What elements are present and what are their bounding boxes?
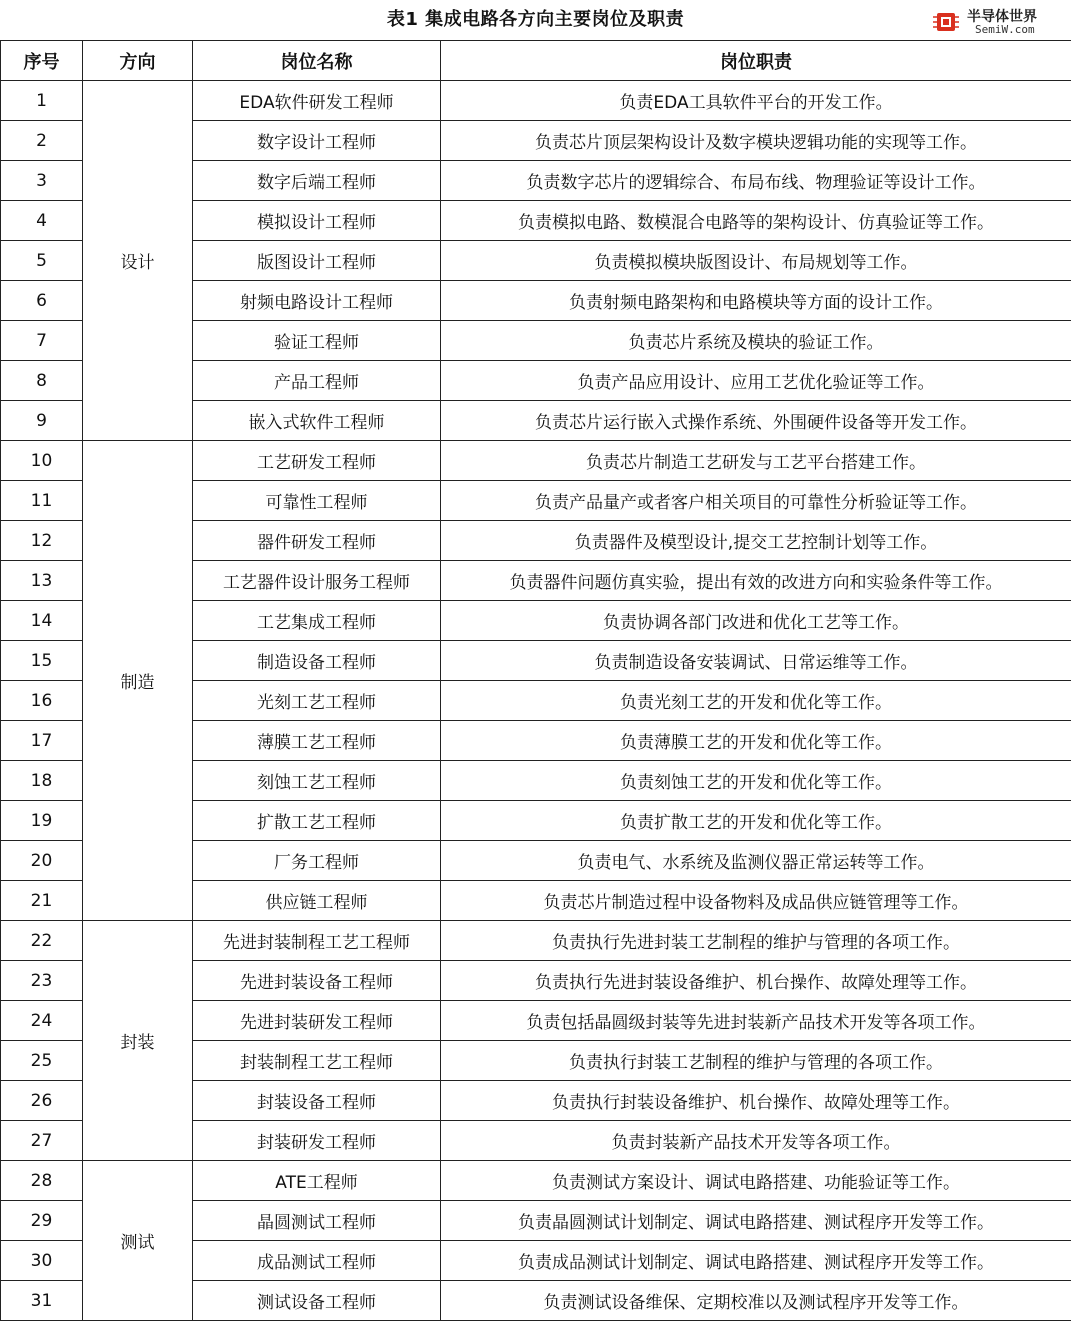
row-number-cell: 11 [1, 481, 83, 521]
job-duty-cell: 负责包括晶圆级封装等先进封装新产品技术开发等各项工作。 [441, 1001, 1071, 1041]
row-number-cell: 28 [1, 1161, 83, 1201]
row-number-cell: 25 [1, 1041, 83, 1081]
job-duty-cell: 负责执行封装设备维护、机台操作、故障处理等工作。 [441, 1081, 1071, 1121]
job-title-cell: 晶圆测试工程师 [193, 1201, 441, 1241]
job-title-cell: 光刻工艺工程师 [193, 681, 441, 721]
row-number-cell: 24 [1, 1001, 83, 1041]
job-title-cell: 薄膜工艺工程师 [193, 721, 441, 761]
row-number-cell: 31 [1, 1281, 83, 1321]
job-title-cell: 封装制程工艺工程师 [193, 1041, 441, 1081]
table-caption: 表1 集成电路各方向主要岗位及职责 [386, 9, 685, 30]
header-title: 岗位名称 [193, 41, 441, 81]
table-row [1, 441, 1071, 481]
job-title-cell: 先进封装制程工艺工程师 [193, 921, 441, 961]
job-title-cell: 制造设备工程师 [193, 641, 441, 681]
row-number-cell: 10 [1, 441, 83, 481]
job-duty-cell: 负责执行先进封装设备维护、机台操作、故障处理等工作。 [441, 961, 1071, 1001]
job-duty-cell: 负责数字芯片的逻辑综合、布局布线、物理验证等设计工作。 [441, 161, 1071, 201]
header-duty: 岗位职责 [441, 41, 1071, 81]
direction-cell: 测试 [83, 1161, 193, 1321]
row-number-cell: 1 [1, 81, 83, 121]
job-duty-cell: 负责器件问题仿真实验，提出有效的改进方向和实验条件等工作。 [441, 561, 1071, 601]
job-title-cell: 可靠性工程师 [193, 481, 441, 521]
job-title-cell: 工艺器件设计服务工程师 [193, 561, 441, 601]
semiw-watermark [933, 4, 1065, 38]
job-duty-cell: 负责扩散工艺的开发和优化等工作。 [441, 801, 1071, 841]
job-duty-cell: 负责测试设备维保、定期校准以及测试程序开发等工作。 [441, 1281, 1071, 1321]
job-duty-cell: 负责执行封装工艺制程的维护与管理的各项工作。 [441, 1041, 1071, 1081]
row-number-cell: 15 [1, 641, 83, 681]
job-duty-cell: 负责产品应用设计、应用工艺优化验证等工作。 [441, 361, 1071, 401]
job-duty-cell: 负责芯片顶层架构设计及数字模块逻辑功能的实现等工作。 [441, 121, 1071, 161]
job-duty-cell: 负责薄膜工艺的开发和优化等工作。 [441, 721, 1071, 761]
row-number-cell: 21 [1, 881, 83, 921]
table-row [1, 1161, 1071, 1201]
job-duty-cell: 负责产品量产或者客户相关项目的可靠性分析验证等工作。 [441, 481, 1071, 521]
table-header-row [1, 41, 1071, 81]
job-title-cell: 厂务工程师 [193, 841, 441, 881]
row-number-cell: 8 [1, 361, 83, 401]
job-duty-cell: 负责射频电路架构和电路模块等方面的设计工作。 [441, 281, 1071, 321]
header-no: 序号 [1, 41, 83, 81]
job-title-cell: 工艺研发工程师 [193, 441, 441, 481]
job-duty-cell: 负责器件及模型设计,提交工艺控制计划等工作。 [441, 521, 1071, 561]
job-title-cell: 封装设备工程师 [193, 1081, 441, 1121]
job-title-cell: 数字设计工程师 [193, 121, 441, 161]
row-number-cell: 3 [1, 161, 83, 201]
job-duty-cell: 负责模拟模块版图设计、布局规划等工作。 [441, 241, 1071, 281]
row-number-cell: 7 [1, 321, 83, 361]
row-number-cell: 30 [1, 1241, 83, 1281]
job-duty-cell: 负责芯片运行嵌入式操作系统、外围硬件设备等开发工作。 [441, 401, 1071, 441]
job-duty-cell: 负责芯片系统及模块的验证工作。 [441, 321, 1071, 361]
job-title-cell: 产品工程师 [193, 361, 441, 401]
job-duty-cell: 负责光刻工艺的开发和优化等工作。 [441, 681, 1071, 721]
job-title-cell: 数字后端工程师 [193, 161, 441, 201]
row-number-cell: 6 [1, 281, 83, 321]
row-number-cell: 27 [1, 1121, 83, 1161]
job-title-cell: 先进封装设备工程师 [193, 961, 441, 1001]
job-duty-cell: 负责模拟电路、数模混合电路等的架构设计、仿真验证等工作。 [441, 201, 1071, 241]
row-number-cell: 26 [1, 1081, 83, 1121]
row-number-cell: 18 [1, 761, 83, 801]
job-duty-cell: 负责制造设备安装调试、日常运维等工作。 [441, 641, 1071, 681]
job-title-cell: 扩散工艺工程师 [193, 801, 441, 841]
job-title-cell: 刻蚀工艺工程师 [193, 761, 441, 801]
job-duty-cell: 负责刻蚀工艺的开发和优化等工作。 [441, 761, 1071, 801]
job-duty-cell: 负责测试方案设计、调试电路搭建、功能验证等工作。 [441, 1161, 1071, 1201]
job-duty-cell: 负责晶圆测试计划制定、调试电路搭建、测试程序开发等工作。 [441, 1201, 1071, 1241]
row-number-cell: 20 [1, 841, 83, 881]
job-duty-cell: 负责执行先进封装工艺制程的维护与管理的各项工作。 [441, 921, 1071, 961]
job-title-cell: 嵌入式软件工程师 [193, 401, 441, 441]
job-duty-cell: 负责封装新产品技术开发等各项工作。 [441, 1121, 1071, 1161]
row-number-cell: 16 [1, 681, 83, 721]
row-number-cell: 4 [1, 201, 83, 241]
header-direction: 方向 [83, 41, 193, 81]
job-title-cell: 验证工程师 [193, 321, 441, 361]
job-duty-cell: 负责芯片制造工艺研发与工艺平台搭建工作。 [441, 441, 1071, 481]
job-title-cell: EDA软件研发工程师 [193, 81, 441, 121]
table-row [1, 921, 1071, 961]
table-row [1, 81, 1071, 121]
row-number-cell: 12 [1, 521, 83, 561]
job-title-cell: 工艺集成工程师 [193, 601, 441, 641]
row-number-cell: 23 [1, 961, 83, 1001]
job-duty-cell: 负责协调各部门改进和优化工艺等工作。 [441, 601, 1071, 641]
job-title-cell: 版图设计工程师 [193, 241, 441, 281]
job-title-cell: 模拟设计工程师 [193, 201, 441, 241]
row-number-cell: 22 [1, 921, 83, 961]
job-title-cell: 成品测试工程师 [193, 1241, 441, 1281]
job-title-cell: 器件研发工程师 [193, 521, 441, 561]
job-duty-cell: 负责EDA工具软件平台的开发工作。 [441, 81, 1071, 121]
job-title-cell: 封装研发工程师 [193, 1121, 441, 1161]
row-number-cell: 14 [1, 601, 83, 641]
row-number-cell: 19 [1, 801, 83, 841]
job-duty-cell: 负责电气、水系统及监测仪器正常运转等工作。 [441, 841, 1071, 881]
job-duty-cell: 负责芯片制造过程中设备物料及成品供应链管理等工作。 [441, 881, 1071, 921]
chip-logo-icon [933, 10, 959, 34]
job-title-cell: 供应链工程师 [193, 881, 441, 921]
watermark-en-text: SemiW.com [975, 23, 1035, 36]
direction-cell: 封装 [83, 921, 193, 1161]
row-number-cell: 17 [1, 721, 83, 761]
job-duty-cell: 负责成品测试计划制定、调试电路搭建、测试程序开发等工作。 [441, 1241, 1071, 1281]
row-number-cell: 13 [1, 561, 83, 601]
job-duties-table [0, 40, 1071, 1321]
direction-cell: 制造 [83, 441, 193, 921]
watermark-cn-text: 半导体世界 [967, 9, 1037, 25]
row-number-cell: 2 [1, 121, 83, 161]
row-number-cell: 5 [1, 241, 83, 281]
job-title-cell: 射频电路设计工程师 [193, 281, 441, 321]
direction-cell: 设计 [83, 81, 193, 441]
table-body [1, 81, 1071, 1321]
job-title-cell: 测试设备工程师 [193, 1281, 441, 1321]
job-title-cell: ATE工程师 [193, 1161, 441, 1201]
job-title-cell: 先进封装研发工程师 [193, 1001, 441, 1041]
row-number-cell: 9 [1, 401, 83, 441]
row-number-cell: 29 [1, 1201, 83, 1241]
